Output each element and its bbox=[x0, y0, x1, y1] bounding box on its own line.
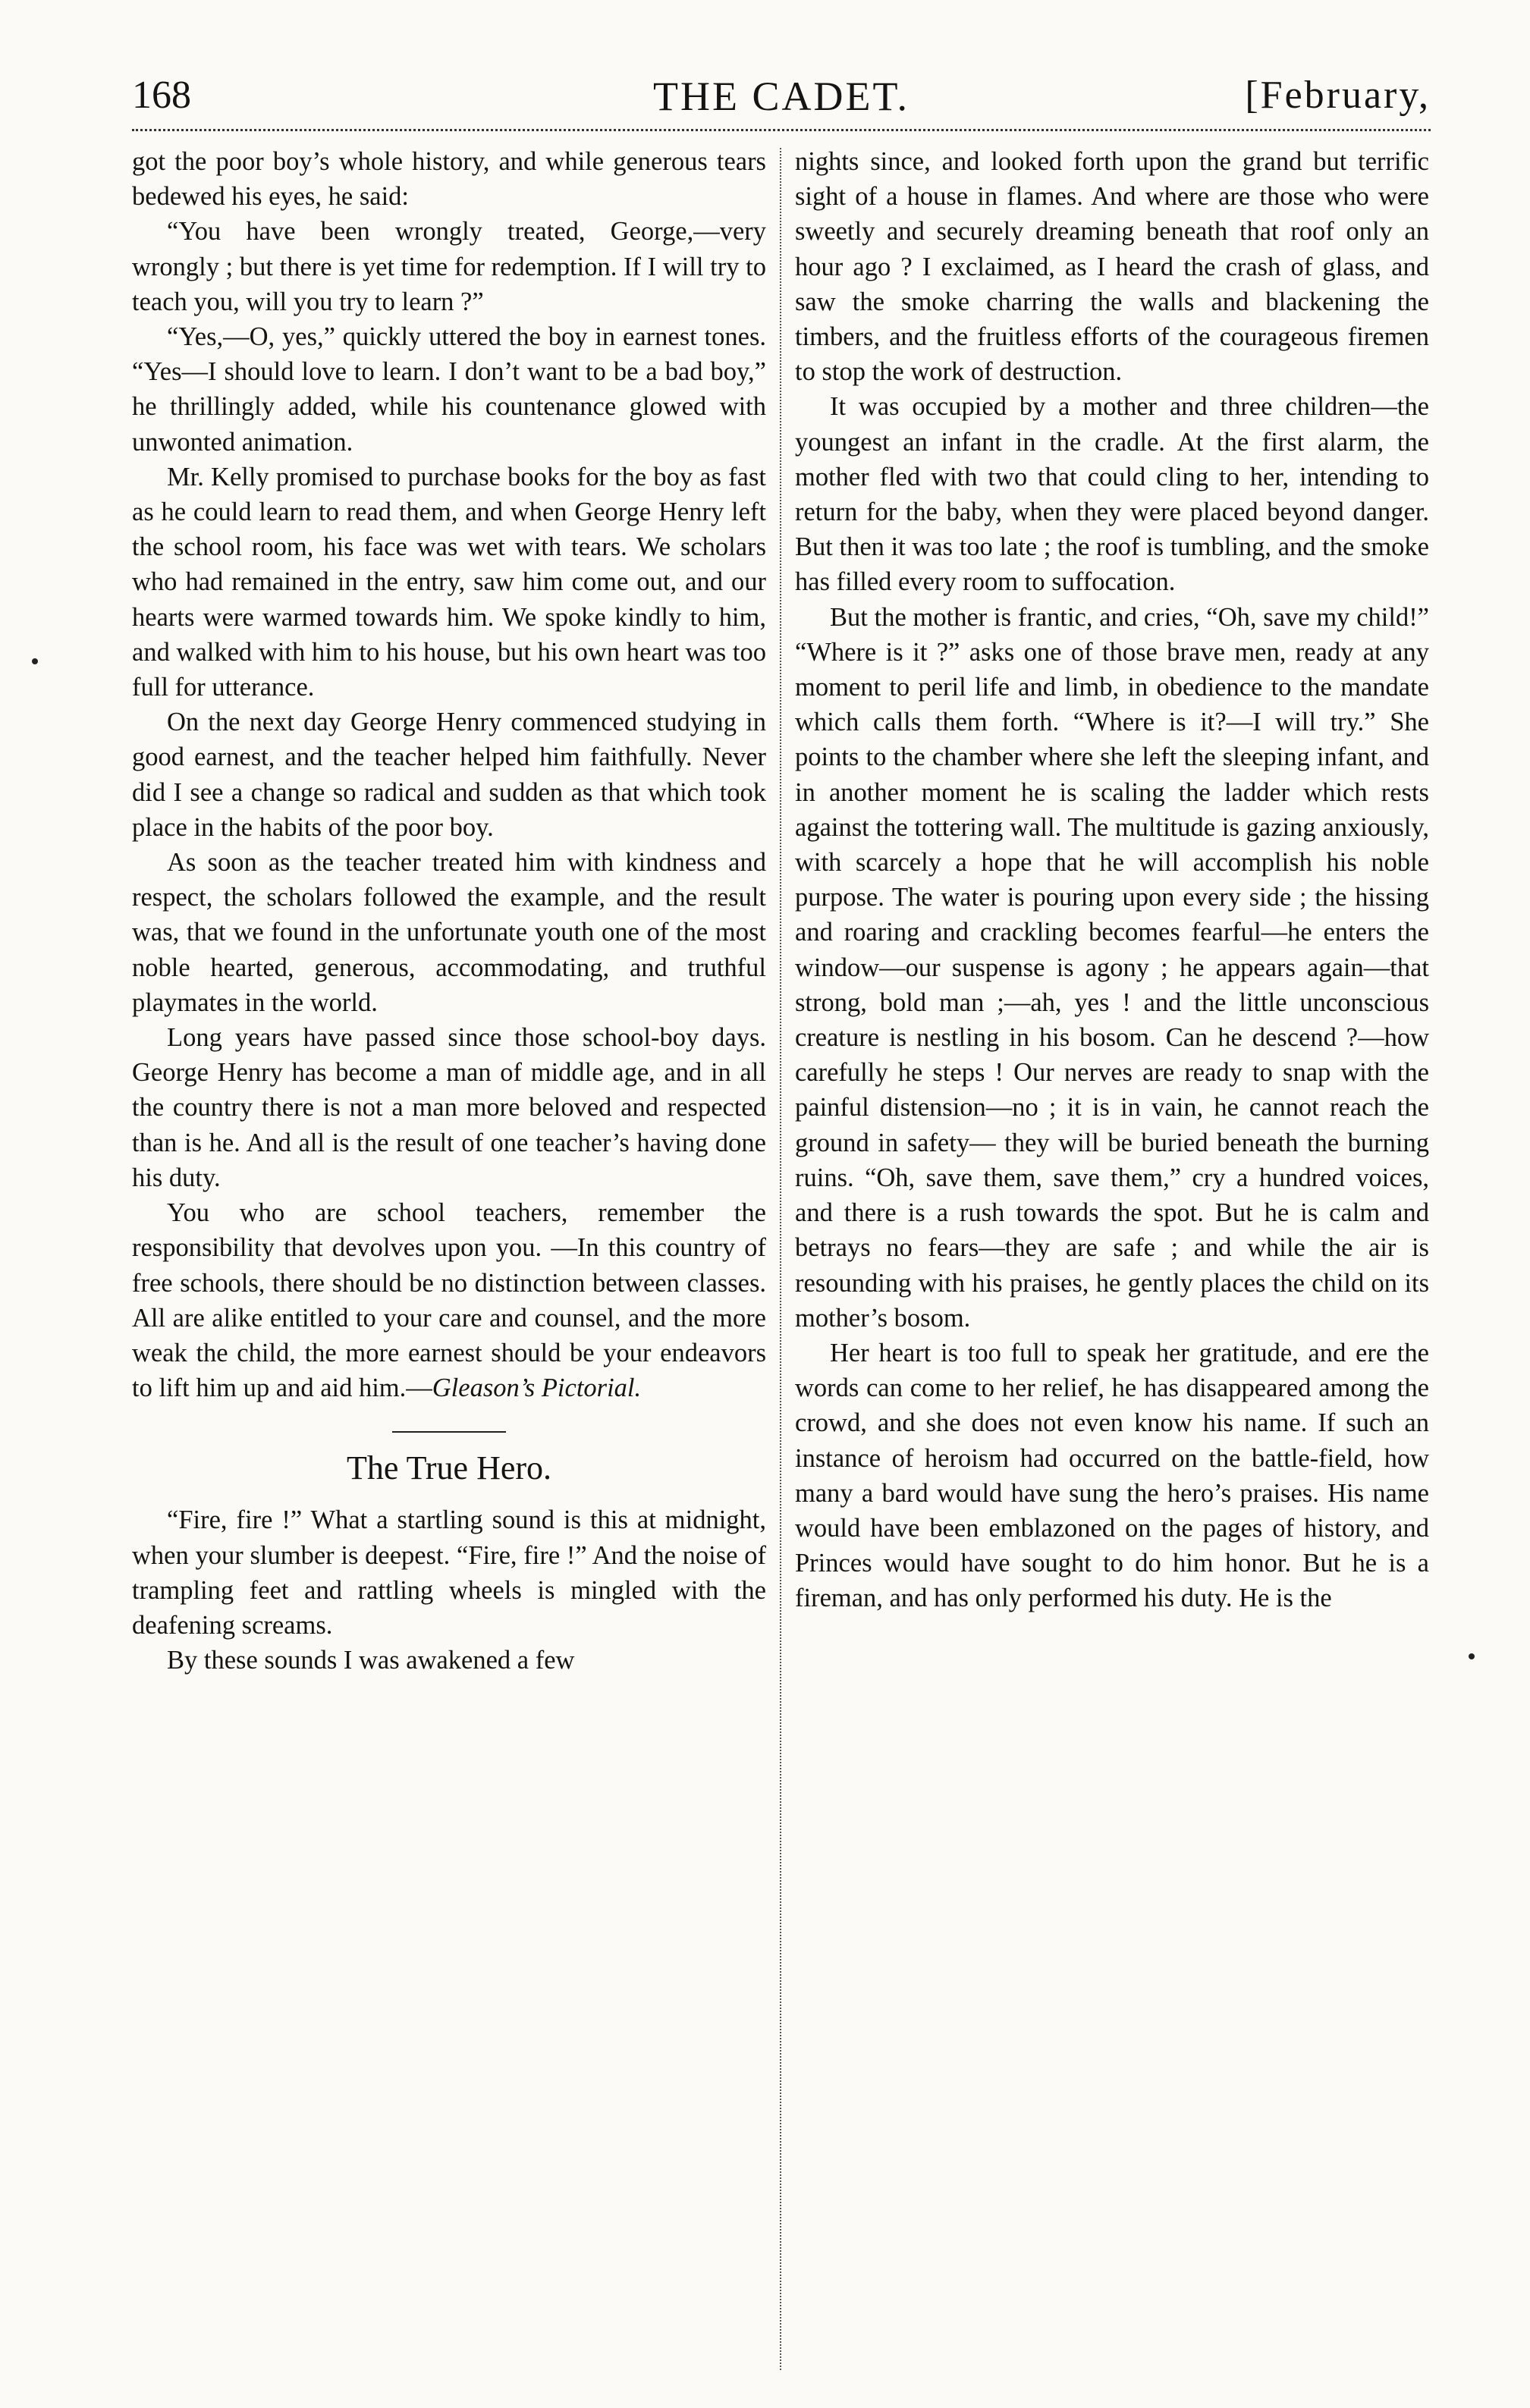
ink-speck bbox=[1469, 1653, 1475, 1659]
column-divider bbox=[780, 148, 781, 2370]
ink-speck bbox=[32, 658, 38, 664]
paragraph: nights since, and looked forth upon the grand but terrific sight of a house in flames. And where are those who were sweetly and securely dreaming beneath that roof only an hour ago ? I exclaimed, as I heard the crash of glass, and saw the smoke charring the walls and blackening the timbers, and the fruitless efforts of the courageous firemen to stop the work of destruction. bbox=[795, 147, 1429, 387]
right-column bbox=[795, 144, 1429, 1616]
month-label: [February, bbox=[1245, 74, 1431, 117]
page-number: 168 bbox=[132, 74, 191, 117]
paragraph: got the poor boy’s whole history, and while generous tears bedewed his eyes, he said: bbox=[132, 147, 766, 212]
source-citation: Gleason’s Pictorial. bbox=[432, 1374, 642, 1403]
paragraph-text: You who are school teachers, remember the responsibility that devolves upon you. —In this country of free schools, there should be no distinction between classes. All are alike entitled to your care and counsel, and the more weak the child, the more earnest should be your endeavors to lift him up and aid him.— bbox=[132, 1198, 766, 1403]
left-column bbox=[132, 144, 766, 1678]
journal-title: THE CADET. bbox=[653, 74, 910, 119]
paragraph: On the next day George Henry commenced studying in good earnest, and the teacher helped him faithfully. Never did I see a change so radical and sudden as that which took place in the habits of the poor boy. bbox=[132, 708, 766, 842]
header-rule bbox=[132, 129, 1431, 131]
paragraph: “Fire, fire !” What a startling sound is this at midnight, when your slumber is deepest. “Fire, fire !” And the noise of trampling feet and rattling wheels is mingled with the deafening screams. bbox=[132, 1505, 766, 1640]
paragraph: But the mother is frantic, and cries, “Oh, save my child!” “Where is it ?” asks one of those brave men, ready at any moment to peril life and limb, in obedience to the mandate which calls them forth. “Where is it?—I will try.” She points to the chamber where she left the sleeping infant, and in another moment he is scaling the ladder which rests against the tottering wall. The multitude is gazing anxiously, with scarcely a hope that he will accomplish his noble purpose. The water is pouring upon every side ; the hissing and roaring and crackling becomes fearful—he enters the window—our suspense is agony ; he appears again—that strong, bold man ;—ah, yes ! and the little unconscious creature is nestling in his bosom. Can he descend ?—how carefully he steps ! Our nerves are ready to snap with the painful distension—no ; it is in vain, he cannot reach the ground in safety— they will be buried beneath the burning ruins. “Oh, save them, save them,” cry a hundred voices, and there is a rush towards the spot. But he is calm and betrays no fears—they are safe ; and while the air is resounding with his praises, he gently places the child on its mother’s bosom. bbox=[795, 602, 1429, 1333]
paragraph: “You have been wrongly treated, George,—very wrongly ; but there is yet time for redemption. If I will try to teach you, will you try to learn ?” bbox=[132, 217, 766, 316]
paragraph: Long years have passed since those school-boy days. George Henry has become a man of middle age, and in all the country there is not a man more beloved and respected than is he. And all is the result of one teacher’s having done his duty. bbox=[132, 1023, 766, 1192]
paragraph: Her heart is too full to speak her gratitude, and ere the words can come to her relief, he has disappeared among the crowd, and she does not even know his name. If such an instance of heroism had occurred on the battle-field, how many a bard would have sung the hero’s praises. His name would have been emblazoned on the pages of history, and Princes would have sought to do him honor. But he is a fireman, and has only performed his duty. He is the bbox=[795, 1338, 1429, 1613]
paragraph: It was occupied by a mother and three children—the youngest an infant in the cradle. At the first alarm, the mother fled with two that could cling to her, intending to return for the baby, when they were placed beyond danger. But then it was too late ; the roof is tumbling, and the smoke has filled every room to suffocation. bbox=[795, 392, 1429, 597]
paragraph bbox=[132, 1195, 766, 1405]
running-header bbox=[132, 73, 1431, 133]
paragraph: As soon as the teacher treated him with kindness and respect, the scholars followed the example, and the result was, that we found in the unfortunate youth one of the most noble hearted, generous, accommodating, and truthful playmates in the world. bbox=[132, 848, 766, 1017]
paragraph: Mr. Kelly promised to purchase books for the boy as fast as he could learn to read them, and when George Henry left the school room, his face was wet with tears. We scholars who had remained in the entry, saw him come out, and our hearts were warmed towards him. We spoke kindly to him, and walked with him to his house, but his own heart was too full for utterance. bbox=[132, 462, 766, 702]
section-title: The True Hero. bbox=[346, 1449, 552, 1487]
paragraph: By these sounds I was awakened a few bbox=[167, 1646, 575, 1675]
paragraph: “Yes,—O, yes,” quickly uttered the boy in earnest tones. “Yes—I should love to learn. I don’t want to be a bad boy,” he thrillingly added, while his countenance glowed with unwonted animation. bbox=[132, 322, 766, 457]
section-rule bbox=[392, 1431, 506, 1433]
